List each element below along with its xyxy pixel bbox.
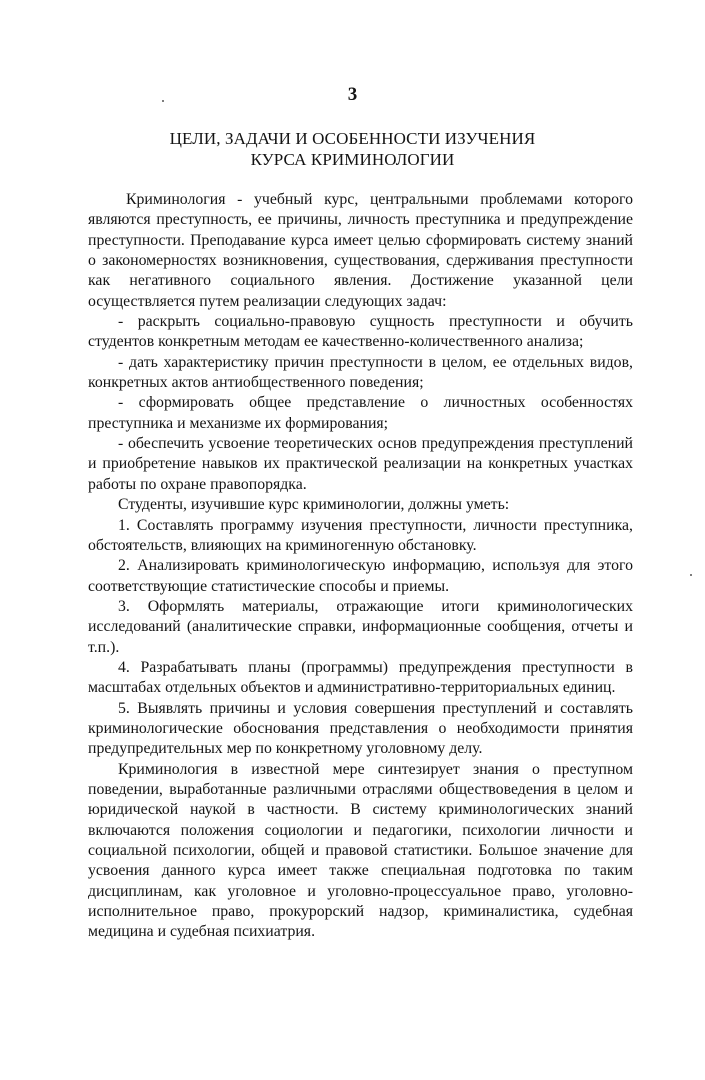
paragraph-synthesis: Криминология в известной мере синтезирует знания о преступном поведении, выработанные различными отраслями обществоведения в целом и юридической наукой в частности. В систему криминологических знаний включаются положения социологии и педагогики, психологии личности и социальной психологии, общей и правовой статистики. Большое значение для усвоения данного курса имеет также специальная подготовка по таким дисциплинам, как уголовное и уголовно-процессуальное право, уголовно-исполнительное право, прокурорский надзор, криминалистика, судебная медицина и судебная психиатрия. [88,760,633,941]
paragraph-skill-5: 5. Выявлять причины и условия совершения преступлений и составлять криминологические обоснования представления о необходимости принятия предупредительных мер по конкретному уголовному делу. [88,699,633,758]
paragraph-skill-4: 4. Разрабатывать планы (программы) предупреждения преступности в масштабах отдельных объектов и административно-территориальных единиц. [88,658,633,697]
body-text [88,190,633,943]
title-line-1: ЦЕЛИ, ЗАДАЧИ И ОСОБЕННОСТИ ИЗУЧЕНИЯ [169,129,536,148]
paragraph-task-4: - обеспечить усвоение теоретических основ предупреждения преступлений и приобретение навыков их практической реализации на конкретных участках работы по охране правопорядка. [88,435,633,493]
paragraph-intro: Криминология - учебный курс, центральными проблемами которого являются преступность, ее причины, личность преступника и предупреждение преступности. Преподавание курса имеет целью сформировать систему знаний о закономерностях возникновения, существования, сдерживания преступности как негативного социального явления. Достижение указанной цели осуществляется путем реализации следующих задач: [88,191,633,310]
paragraph-skill-1: 1. Составлять программу изучения преступности, личности преступника, обстоятельств, влияющих на криминогенную обстановку. [88,516,633,554]
paragraph-task-3: - сформировать общее представление о личностных особенностях преступника и механизме их формирования; [88,394,633,432]
page-title [0,128,705,170]
paragraph-skill-3: 3. Оформлять материалы, отражающие итоги криминологических исследований (аналитические справки, информационные сообщения, отчеты и т.п.). [88,597,633,656]
paragraph-skills-intro: Студенты, изучившие курс криминологии, должны уметь: [118,496,510,514]
paragraph-skill-2: 2. Анализировать криминологическую информацию, используя для этого соответствующие статистические способы и приемы. [88,557,633,595]
page-number: 3 [347,84,358,105]
title-line-2: КУРСА КРИМИНОЛОГИИ [250,150,455,169]
paragraph-task-2: - дать характеристику причин преступности в целом, ее отдельных видов, конкретных актов антиобщественного поведения; [88,353,633,392]
paragraph-task-1: - раскрыть социально-правовую сущность преступности и обучить студентов конкретным методам ее качественно-количественного анализа; [88,313,633,351]
scan-speck [690,574,692,576]
